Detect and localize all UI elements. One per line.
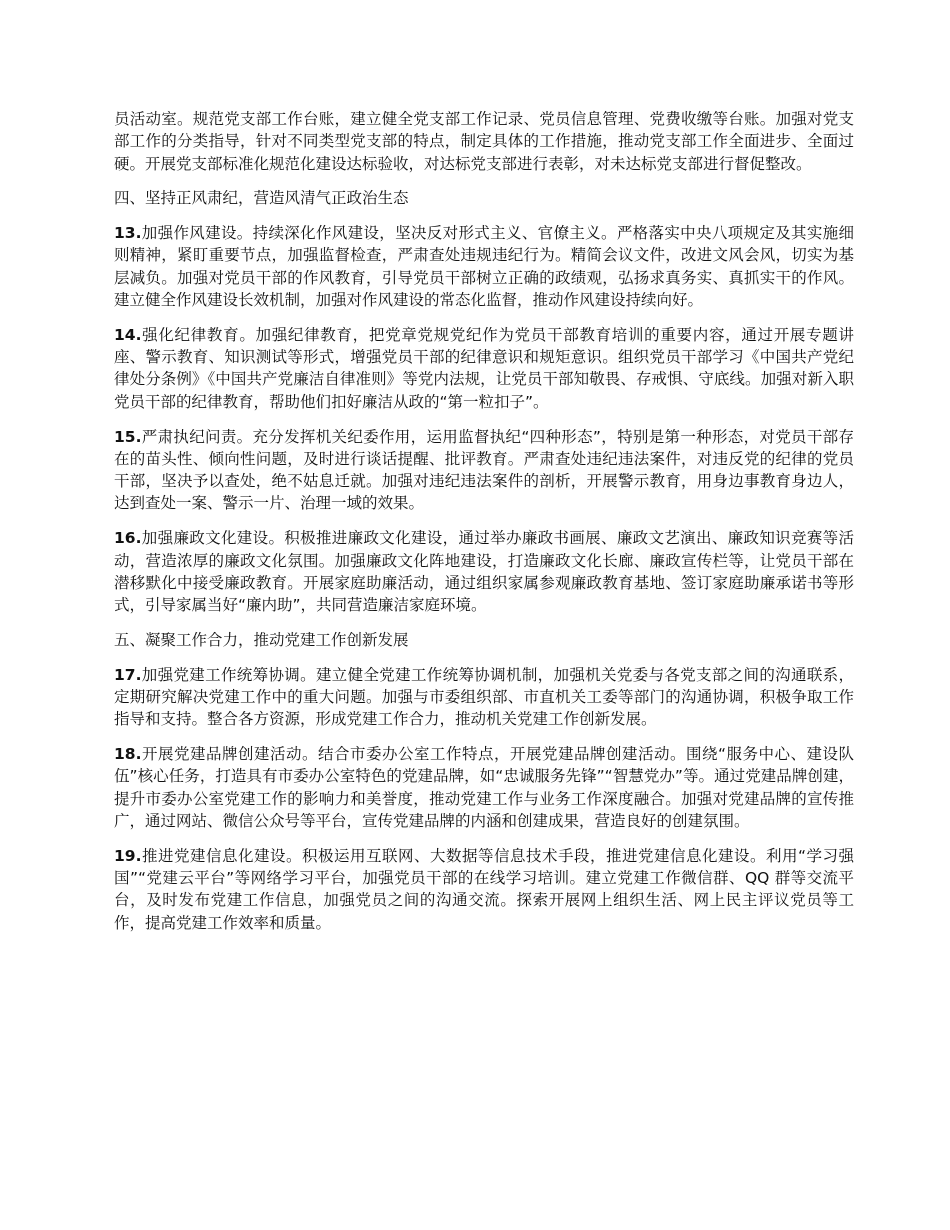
list-item-16 bbox=[114, 527, 854, 616]
list-item-14 bbox=[114, 324, 854, 413]
list-item-15 bbox=[114, 426, 854, 515]
item-text: 加强廉政文化建设。积极推进廉政文化建设，通过举办廉政书画展、廉政文艺演出、廉政知识竞赛等活动，营造浓厚的廉政文化氛围。加强廉政文化阵地建设，打造廉政文化长廊、廉政宣传栏等，让党员干部在潜移默化中接受廉政教育。开展家庭助廉活动，通过组织家属参观廉政教育基地、签订家庭助廉承诺书等形式，引导家属当好“廉内助”，共同营造廉洁家庭环境。 bbox=[114, 529, 854, 615]
item-number: 13. bbox=[114, 224, 142, 243]
item-number: 14. bbox=[114, 325, 142, 344]
section-heading-4: 四、坚持正风肃纪，营造风清气正政治生态 bbox=[114, 189, 409, 208]
item-number: 19. bbox=[114, 846, 142, 865]
item-number: 18. bbox=[114, 745, 142, 764]
list-item-13 bbox=[114, 222, 854, 311]
list-item-19 bbox=[114, 845, 854, 934]
list-item-18 bbox=[114, 743, 854, 832]
list-item-17 bbox=[114, 664, 854, 731]
intro-paragraph: 员活动室。规范党支部工作台账，建立健全党支部工作记录、党员信息管理、党费收缴等台账。加强对党支部工作的分类指导，针对不同类型党支部的特点，制定具体的工作措施，推动党支部工作全面进步、全面过硬。开展党支部标准化规范化建设达标验收，对达标党支部进行表彰，对未达标党支部进行督促整改。 bbox=[114, 110, 854, 173]
item-text: 加强党建工作统筹协调。建立健全党建工作统筹协调机制，加强机关党委与各党支部之间的沟通联系，定期研究解决党建工作中的重大问题。加强与市委组织部、市直机关工委等部门的沟通协调，积极争取工作指导和支持。整合各方资源，形成党建工作合力，推动机关党建工作创新发展。 bbox=[114, 665, 854, 729]
section-heading-5: 五、凝聚工作合力，推动党建工作创新发展 bbox=[114, 630, 409, 649]
item-text: 严肃执纪问责。充分发挥机关纪委作用，运用监督执纪“四种形态”，特别是第一种形态，对党员干部存在的苗头性、倾向性问题，及时进行谈话提醒、批评教育。严肃查处违纪违法案件，对违反党的纪律的党员干部，坚决予以查处，绝不姑息迁就。加强对违纪违法案件的剖析，开展警示教育，用身边事教育身边人，达到查处一案、警示一片、治理一域的效果。 bbox=[114, 427, 854, 513]
item-text: 加强作风建设。持续深化作风建设，坚决反对形式主义、官僚主义。严格落实中央八项规定及其实施细则精神，紧盯重要节点，加强监督检查，严肃查处违规违纪行为。精简会议文件，改进文风会风，切实为基层减负。加强对党员干部的作风教育，引导党员干部树立正确的政绩观，弘扬求真务实、真抓实干的作风。建立健全作风建设长效机制，加强对作风建设的常态化监督，推动作风建设持续向好。 bbox=[114, 224, 854, 310]
item-text: 推进党建信息化建设。积极运用互联网、大数据等信息技术手段，推进党建信息化建设。利用“学习强国”“党建云平台”等网络学习平台，加强党员干部的在线学习培训。建立党建工作微信群、QQ 群等交流平台，及时发布党建工作信息，加强党员之间的沟通交流。探索开展网上组织生活、网上民主评议党员等工作，提高党建工作效率和质量。 bbox=[114, 846, 854, 932]
item-text: 开展党建品牌创建活动。结合市委办公室工作特点，开展党建品牌创建活动。围绕“服务中心、建设队伍”核心任务，打造具有市委办公室特色的党建品牌，如“忠诚服务先锋”“智慧党办”等。通过党建品牌创建，提升市委办公室党建工作的影响力和美誉度，推动党建工作与业务工作深度融合。加强对党建品牌的宣传推广，通过网站、微信公众号等平台，宣传党建品牌的内涵和创建成果，营造良好的创建氛围。 bbox=[114, 745, 854, 831]
item-number: 16. bbox=[114, 529, 142, 548]
item-number: 15. bbox=[114, 427, 142, 446]
document-body bbox=[114, 108, 854, 947]
item-text: 强化纪律教育。加强纪律教育，把党章党规党纪作为党员干部教育培训的重要内容，通过开展专题讲座、警示教育、知识测试等形式，增强党员干部的纪律意识和规矩意识。组织党员干部学习《中国共产党纪律处分条例》《中国共产党廉洁自律准则》等党内法规，让党员干部知敬畏、存戒惧、守底线。加强对新入职党员干部的纪律教育，帮助他们扣好廉洁从政的“第一粒扣子”。 bbox=[114, 325, 854, 411]
item-number: 17. bbox=[114, 665, 142, 684]
